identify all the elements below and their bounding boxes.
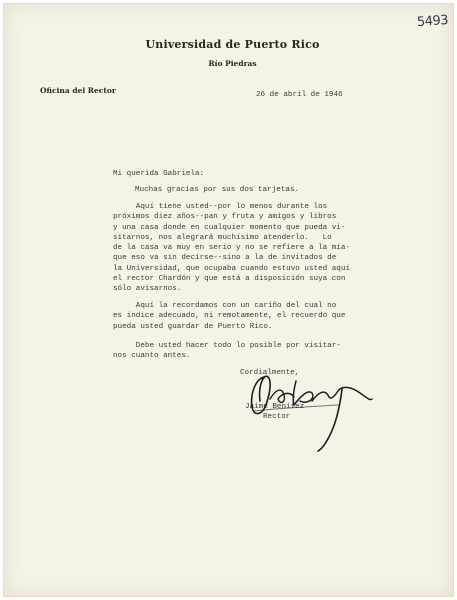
signer-title: Rector [263,413,291,421]
letterhead-office: Oficina del Rector [40,86,116,95]
signer-name: Jaime Benítez [245,403,305,411]
letter-page [3,3,454,597]
handwritten-signature [242,371,374,453]
closing: Cordialmente, [240,369,300,377]
paragraph-invitation: Aquí tiene usted--por lo menos durante los próximos diez años--pan y fruta y amigos y libros y una casa donde en cualquier momento que pueda vi- sitarnos, nos alegrará muchísimo atenderlo. Lo de la casa va muy en serio y no se refiere a la mía- que eso va sin decirse--sino a la de invitados de la Universidad, que ocupaba cuando estuvo usted aquí el rector Chardón y que está a disposición suya con sólo avisarnos. [113,203,350,294]
archive-number: 5493 [416,12,449,31]
letter-date: 26 de abril de 1946 [256,91,343,99]
letterhead-subtitle: Río Piedras [208,59,257,68]
salutation: Mi querida Gabriela: [113,170,205,178]
paragraph-request: Debe usted hacer todo lo posible por visitar- nos cuanto antes. [113,342,341,361]
paragraph-remembrance: Aquí la recordamos con un cariño del cual no es índice adecuado, ni remotamente, el recuerdo que pueda usted guardar de Puerto Rico. [113,302,346,331]
letterhead-title: Universidad de Puerto Rico [145,38,320,51]
paragraph-thanks: Muchas gracias por sus dos tarjetas. [135,186,300,194]
